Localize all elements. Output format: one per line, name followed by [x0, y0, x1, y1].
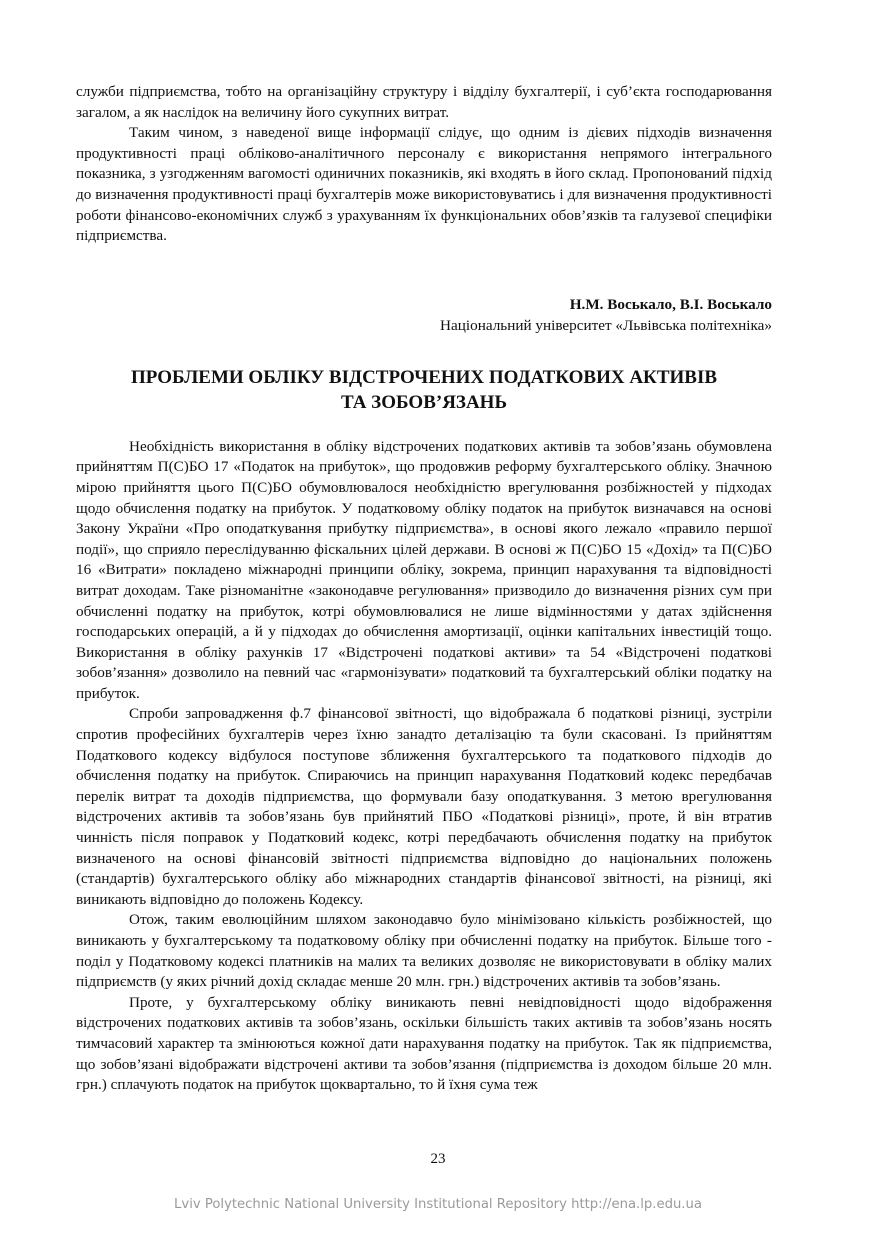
body-paragraph-2: Спроби запровадження ф.7 фінансової звітності, що відображала б податкові різниці, зустріли спротив професійних бухгалтерів через їхню занадто деталізацію та були скасовані. Із прийняттям Податкового кодексу відбулося поступове зближення бухгалтерського та податкового підходів до обчислення податку на прибуток. Спираючись на принцип нарахування Податковий кодекс передбачав перелік витрат та доходів підприємства, що формували базу оподаткування. З метою врегулювання відстрочених активів та зобов’язань був прийнятий ПБО «Податкові різниці», проте, й він втратив чинність після поправок у Податковий кодекс, котрі передбачають обчислення податку на прибуток визначеного на основі фінансовій звітності підприємства відповідно до національних положень (стандартів) бухгалтерського обліку або міжнародних стандартів фінансової звітності, на різниці, які виникають відповідно до положень Кодексу.: [76, 705, 772, 908]
affiliation: Національний університет «Львівська політехніка»: [440, 316, 772, 334]
body-paragraph-3: Отож, таким еволюційним шляхом законодавчо було мінімізовано кількість розбіжностей, що виникають у бухгалтерському та податковому обліку при обчисленні податку на прибуток. Більше того - поділ у Податковому кодексі платників на малих та великих дозволяє не використовувати в обліку малих підприємств (у яких річний дохід складає менше 20 млн. грн.) відстрочених активів та зобов’язань.: [76, 911, 772, 991]
article-title: [76, 365, 772, 415]
repository-footer: Lviv Polytechnic National University Institutional Repository http://ena.lp.edu.ua: [174, 1197, 702, 1212]
author-names: Н.М. Воськало, В.І. Воськало: [569, 295, 772, 313]
intro-paragraph-1: служби підприємства, тобто на організаційну структуру і відділу бухгалтерії, і суб’єкта господарювання загалом, а як наслідок на величину його сукупних витрат.: [76, 83, 772, 121]
article-title-line-2: ТА ЗОБОВ’ЯЗАНЬ: [340, 391, 508, 413]
intro-paragraph-2: Таким чином, з наведеної вище інформації слідує, що одним із дієвих підходів визначення продуктивності праці обліково-аналітичного персоналу є використання непрямого інтегрального показника, з узгодженням вагомості одиничних показників, які входять в його склад. Пропонований підхід до визначення продуктивності праці бухгалтерів може використовуватись і для визначення продуктивності роботи фінансово-економічних служб з урахуванням їх функціональних обов’язків та галузевої специфіки підприємства.: [76, 124, 772, 245]
article-byline: [76, 294, 772, 336]
article-title-line-1: ПРОБЛЕМИ ОБЛІКУ ВІДСТРОЧЕНИХ ПОДАТКОВИХ АКТИВІВ: [130, 366, 718, 388]
page-number: 23: [430, 1151, 446, 1167]
body-paragraph-1: Необхідність використання в обліку відстрочених податкових активів та зобов’язань обумовлена прийняттям П(С)БО 17 «Податок на прибуток», що продовжив реформу бухгалтерського обліку. Значною мірою прийняття цього П(С)БО обумовлювалося необхідністю врегулювання розбіжностей у підходах щодо обчислення податку на прибуток. У податковому обліку податок на прибуток визначався на основі Закону України «Про оподаткування прибутку підприємства», в основі якого лежало «правило першої події», що сприяло переслідуванню фіскальних цілей держави. В основі ж П(С)БО 15 «Дохід» та П(С)БО 16 «Витрати» покладено міжнародні принципи обліку, зокрема, принцип нарахування та відповідності витрат доходам. Таке різноманітне «законодавче регулювання» призводило до визначення різних сум при обчисленні податку на прибуток, котрі обумовлювалися не лише відмінностями у датах здійснення господарських операцій, а й у підходах до обчислення амортизації, оцінки капітальних інвестицій тощо. Використання в обліку рахунків 17 «Відстрочені податкові активи» та 54 «Відстрочені податкові зобов’язання» дозволило на певний час «гармонізувати» податковий та бухгалтерський обліки податку на прибуток.: [76, 437, 772, 702]
page-content: [76, 82, 772, 1096]
body-paragraph-4: Проте, у бухгалтерському обліку виникають певні невідповідності щодо відображення відстрочених податкових активів та зобов’язань, оскільки більшість таких активів та зобов’язань носять тимчасовий характер та змінюються кожної дати нарахування податку на прибуток. Так як підприємства, що зобов’язані відображати відстрочені активи та зобов’язання (підприємства із доходом більше 20 млн. грн.) сплачують податок на прибуток щоквартально, то й їхня сума теж: [76, 993, 772, 1094]
